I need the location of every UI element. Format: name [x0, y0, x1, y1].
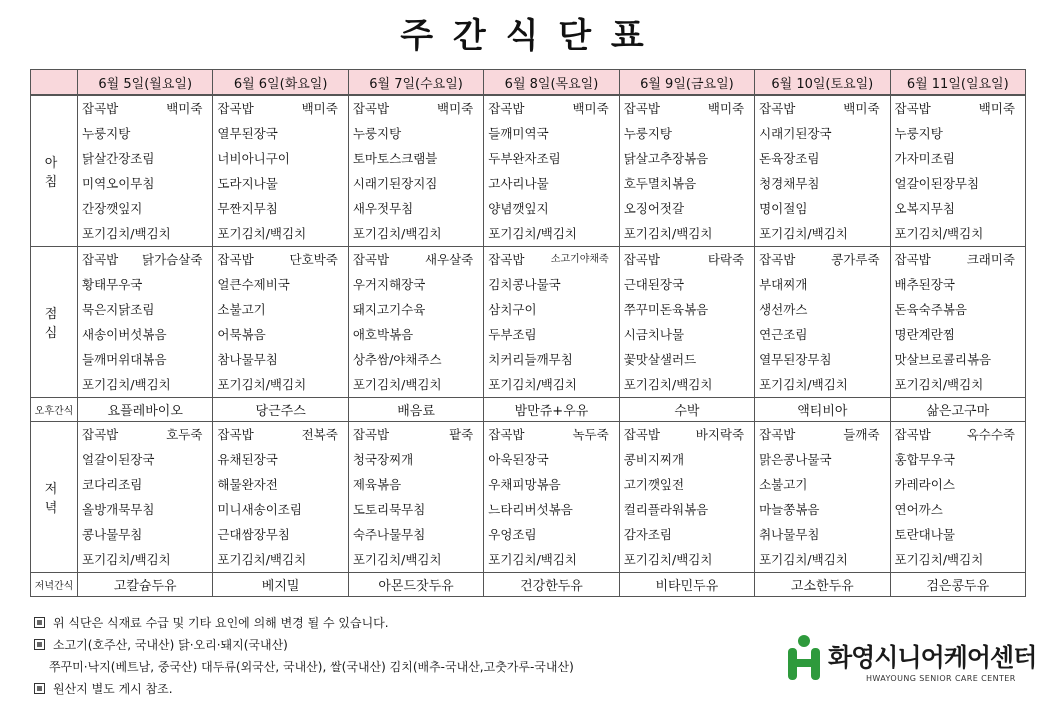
rice-item: 잡곡밥	[894, 101, 931, 116]
menu-item: 포기김치/백김치	[352, 226, 442, 241]
menu-item: 도라지나물	[217, 176, 278, 191]
rice-porridge-line	[353, 247, 483, 272]
rice-porridge-line	[217, 96, 347, 121]
porridge-item: 콩가루죽	[831, 252, 880, 267]
menu-item: 포기김치/백김치	[352, 552, 442, 567]
rice-porridge-line	[895, 247, 1025, 272]
porridge-item: 타락죽	[707, 252, 745, 267]
menu-item: 숙주나물무침	[352, 527, 426, 542]
rice-item: 잡곡밥	[352, 252, 390, 267]
afternoon_snack-cell: 수박	[619, 398, 754, 422]
rice-item: 잡곡밥	[217, 101, 254, 116]
menu-item: 가자미조림	[894, 151, 955, 166]
rice-porridge-line	[624, 422, 754, 447]
evening_snack-cell: 검은콩두유	[890, 573, 1025, 597]
rice-item: 잡곡밥	[623, 101, 660, 116]
menu-item: 올방개묵무침	[82, 502, 155, 517]
menu-item: 아욱된장국	[488, 452, 549, 467]
menu-item: 포기김치/백김치	[894, 226, 984, 241]
center-logo	[782, 632, 1037, 692]
menu-item: 우채피망볶음	[488, 477, 561, 492]
checkbox-icon	[34, 639, 45, 650]
porridge-item: 옥수수죽	[966, 427, 1015, 442]
menu-item: 누룽지탕	[82, 126, 131, 141]
rice-porridge-line	[488, 247, 618, 272]
dinner-day-cell	[619, 422, 754, 573]
menu-item: 두부조림	[488, 327, 537, 342]
lunch-day-cell	[348, 247, 483, 398]
menu-item: 포기김치/백김치	[623, 226, 713, 241]
menu-item: 돈육숙주볶음	[894, 302, 967, 317]
rice-item: 잡곡밥	[894, 427, 931, 442]
menu-item: 명이절임	[759, 201, 808, 216]
menu-item: 삼치구이	[488, 302, 537, 317]
menu-item: 쭈꾸미돈육볶음	[623, 302, 709, 317]
menu-item: 돈육장조림	[759, 151, 820, 166]
menu-item: 두부완자조림	[488, 151, 561, 166]
menu-item: 너비아니구이	[217, 151, 290, 166]
day-header: 6월 10일(토요일)	[755, 70, 890, 96]
porridge-item: 새우살죽	[424, 252, 474, 267]
menu-item: 애호박볶음	[352, 327, 414, 342]
porridge-item: 녹두죽	[572, 427, 609, 442]
page-title: 주 간 식 단 표	[400, 16, 648, 56]
menu-item: 포기김치/백김치	[217, 226, 307, 241]
menu-item: 우거지해장국	[352, 277, 426, 292]
menu-item: 시금치나물	[623, 327, 685, 342]
lunch-day-cell	[484, 247, 619, 398]
rice-porridge-line	[759, 422, 889, 447]
breakfast-day-cell	[78, 95, 213, 247]
rice-porridge-line	[82, 247, 212, 272]
porridge-item: 백미죽	[978, 101, 1015, 116]
porridge-item: 크래미죽	[966, 252, 1015, 267]
lunch-label: 점 심	[31, 247, 78, 398]
porridge-item: 단호박죽	[289, 252, 338, 267]
rice-item: 잡곡밥	[623, 427, 660, 442]
menu-item: 해물완자전	[217, 477, 278, 492]
menu-item: 돼지고기수육	[352, 302, 426, 317]
rice-item: 잡곡밥	[82, 252, 119, 267]
breakfast-day-cell	[890, 95, 1025, 247]
afternoon_snack-cell: 요플레바이오	[78, 398, 213, 422]
menu-item: 꽃맛살샐러드	[623, 352, 697, 367]
rice-porridge-line	[217, 422, 347, 447]
menu-item: 포기김치/백김치	[894, 552, 984, 567]
menu-item: 누룽지탕	[894, 126, 943, 141]
rice-porridge-line	[82, 96, 212, 121]
rice-item: 잡곡밥	[217, 252, 254, 267]
rice-item: 잡곡밥	[82, 427, 119, 442]
menu-item: 마늘쫑볶음	[759, 502, 820, 517]
porridge-item: 들깨죽	[843, 427, 880, 442]
afternoon_snack-cell: 밤만쥬+우유	[484, 398, 619, 422]
checkbox-icon	[34, 617, 45, 628]
menu-item: 얼큰수제비국	[217, 277, 290, 292]
evening_snack-cell: 아몬드잣두유	[348, 573, 483, 597]
evening_snack-row	[31, 573, 1026, 597]
menu-item: 포기김치/백김치	[623, 552, 713, 567]
menu-item: 맑은콩나물국	[759, 452, 832, 467]
day-header: 6월 9일(금요일)	[619, 70, 754, 96]
lunch-day-cell	[619, 247, 754, 398]
menu-item: 우엉조림	[488, 527, 537, 542]
rice-porridge-line	[82, 422, 212, 447]
menu-item: 맛살브로콜리볶음	[894, 352, 992, 367]
rice-item: 잡곡밥	[82, 101, 119, 116]
menu-item: 청경채무침	[759, 176, 820, 191]
menu-item: 포기김치/백김치	[759, 377, 848, 392]
menu-item: 상추쌈/야채주스	[352, 352, 442, 367]
menu-item: 닭살간장조림	[82, 151, 155, 166]
lunch-day-cell	[755, 247, 890, 398]
weekly-menu-table	[30, 69, 1026, 597]
menu-item: 미니새송이조림	[217, 502, 302, 517]
afternoon_snack-cell: 당근주스	[213, 398, 348, 422]
menu-item: 포기김치/백김치	[894, 377, 984, 392]
rice-item: 잡곡밥	[894, 252, 931, 267]
menu-item: 누룽지탕	[352, 126, 402, 141]
porridge-item: 백미죽	[166, 101, 203, 116]
menu-item: 생선까스	[759, 302, 808, 317]
rice-porridge-line	[217, 247, 347, 272]
note-line: 쭈꾸미·낙지(베트남, 중국산) 대두류(외국산, 국내산), 쌀(국내산) 김치(배추-국내산,고춧가루-국내산)	[49, 660, 574, 674]
menu-item: 치커리들깨무침	[488, 352, 573, 367]
menu-item: 도토리묵무침	[352, 502, 426, 517]
menu-item: 열무된장무침	[759, 352, 832, 367]
dinner-day-cell	[755, 422, 890, 573]
evening_snack-cell: 비타민두유	[619, 573, 754, 597]
breakfast-day-cell	[755, 95, 890, 247]
breakfast-label: 아 침	[31, 95, 78, 247]
menu-item: 어묵볶음	[217, 327, 266, 342]
lunch-row	[31, 247, 1026, 398]
logo-name: 화영시니어케어센터	[828, 643, 1037, 672]
menu-item: 콩비지찌개	[623, 452, 685, 467]
menu-item: 배추된장국	[894, 277, 955, 292]
menu-item: 토마토스크램블	[352, 151, 438, 166]
menu-item: 새우젓무침	[352, 201, 414, 216]
menu-item: 열무된장국	[217, 126, 278, 141]
menu-item: 토란대나물	[894, 527, 955, 542]
menu-item: 포기김치/백김치	[623, 377, 713, 392]
menu-item: 명란계란찜	[894, 327, 955, 342]
porridge-item: 호두죽	[166, 427, 203, 442]
porridge-item: 백미죽	[572, 101, 609, 116]
menu-item: 누룽지탕	[623, 126, 672, 141]
menu-item: 포기김치/백김치	[82, 226, 171, 241]
evening_snack-cell: 건강한두유	[484, 573, 619, 597]
rice-item: 잡곡밥	[488, 252, 525, 267]
corner-cell	[31, 70, 78, 96]
menu-item: 컬리플라워볶음	[623, 502, 709, 517]
menu-item: 연근조림	[759, 327, 808, 342]
menu-item: 포기김치/백김치	[488, 552, 578, 567]
rice-item: 잡곡밥	[759, 427, 796, 442]
menu-item: 닭살고추장볶음	[623, 151, 709, 166]
menu-item: 포기김치/백김치	[759, 226, 848, 241]
menu-item: 소불고기	[217, 302, 266, 317]
evening_snack-cell: 고소한두유	[755, 573, 890, 597]
menu-item: 홍합무우국	[894, 452, 955, 467]
menu-item: 포기김치/백김치	[82, 377, 171, 392]
afternoon_snack-label: 오후간식	[31, 398, 78, 422]
menu-item: 고사리나물	[488, 176, 549, 191]
porridge-item: 바지락죽	[695, 427, 745, 442]
menu-item: 묵은지닭조림	[82, 302, 155, 317]
rice-porridge-line	[353, 422, 483, 447]
porridge-item: 닭가슴살죽	[142, 252, 203, 267]
menu-item: 소불고기	[759, 477, 808, 492]
porridge-item: 팥죽	[449, 427, 474, 442]
lunch-day-cell	[213, 247, 348, 398]
afternoon_snack-cell: 삶은고구마	[890, 398, 1025, 422]
rice-porridge-line	[895, 96, 1025, 121]
breakfast-day-cell	[484, 95, 619, 247]
dinner-day-cell	[213, 422, 348, 573]
menu-item: 들깨머위대볶음	[82, 352, 167, 367]
porridge-item: 백미죽	[437, 101, 474, 116]
menu-item: 코다리조림	[82, 477, 143, 492]
rice-item: 잡곡밥	[759, 101, 796, 116]
rice-porridge-line	[353, 96, 483, 121]
evening_snack-label: 저녁간식	[31, 573, 78, 597]
menu-item: 포기김치/백김치	[217, 377, 307, 392]
dinner-day-cell	[484, 422, 619, 573]
menu-item: 청국장찌개	[352, 452, 414, 467]
menu-item: 포기김치/백김치	[82, 552, 171, 567]
menu-item: 시래기된장국	[759, 126, 832, 141]
menu-item: 콩나물무침	[82, 527, 143, 542]
day-header: 6월 8일(목요일)	[484, 70, 619, 96]
menu-item: 들깨미역국	[488, 126, 549, 141]
lunch-day-cell	[78, 247, 213, 398]
checkbox-icon	[34, 683, 45, 694]
breakfast-day-cell	[619, 95, 754, 247]
rice-item: 잡곡밥	[352, 427, 390, 442]
menu-item: 부대찌개	[759, 277, 808, 292]
menu-item: 오징어젓갈	[623, 201, 685, 216]
menu-item: 김치콩나물국	[488, 277, 561, 292]
menu-item: 무짠지무침	[217, 201, 278, 216]
logo-mark-icon	[782, 632, 826, 684]
note-line: 원산지 별도 게시 참조.	[34, 678, 574, 700]
menu-item: 시래기된장지짐	[352, 176, 438, 191]
evening_snack-cell: 베지밀	[213, 573, 348, 597]
porridge-item: 백미죽	[843, 101, 880, 116]
notes	[34, 612, 574, 700]
menu-item: 간장깻잎지	[82, 201, 143, 216]
breakfast-row	[31, 95, 1026, 247]
note-line: 위 식단은 식재료 수급 및 기타 요인에 의해 변경 될 수 있습니다.	[34, 612, 574, 634]
rice-item: 잡곡밥	[623, 252, 660, 267]
dinner-row	[31, 422, 1026, 573]
menu-item: 카레라이스	[894, 477, 955, 492]
menu-item: 참나물무침	[217, 352, 278, 367]
note-line: 소고기(호주산, 국내산) 닭·오리·돼지(국내산)	[34, 634, 574, 656]
afternoon_snack-cell: 배음료	[348, 398, 483, 422]
afternoon_snack-cell: 액티비아	[755, 398, 890, 422]
rice-item: 잡곡밥	[352, 101, 390, 116]
rice-item: 잡곡밥	[488, 101, 525, 116]
menu-item: 느타리버섯볶음	[488, 502, 573, 517]
rice-porridge-line	[759, 96, 889, 121]
rice-porridge-line	[624, 247, 754, 272]
afternoon_snack-row	[31, 398, 1026, 422]
breakfast-day-cell	[213, 95, 348, 247]
rice-item: 잡곡밥	[759, 252, 796, 267]
header-row	[31, 70, 1026, 96]
dinner-label: 저 녁	[31, 422, 78, 573]
dinner-day-cell	[348, 422, 483, 573]
menu-item: 호두멸치볶음	[623, 176, 697, 191]
day-header: 6월 7일(수요일)	[348, 70, 483, 96]
logo-subtitle: HWAYOUNG SENIOR CARE CENTER	[866, 674, 1016, 683]
menu-item: 제육볶음	[352, 477, 402, 492]
menu-item: 취나물무침	[759, 527, 820, 542]
menu-item: 황태무우국	[82, 277, 143, 292]
menu-item: 연어까스	[894, 502, 943, 517]
porridge-item: 백미죽	[707, 101, 745, 116]
menu-item: 유채된장국	[217, 452, 278, 467]
lunch-day-cell	[890, 247, 1025, 398]
rice-porridge-line	[488, 422, 618, 447]
menu-item: 포기김치/백김치	[217, 552, 307, 567]
menu-item: 미역오이무침	[82, 176, 155, 191]
day-header: 6월 5일(월요일)	[78, 70, 213, 96]
menu-item: 포기김치/백김치	[488, 226, 578, 241]
rice-item: 잡곡밥	[217, 427, 254, 442]
menu-item: 포기김치/백김치	[352, 377, 442, 392]
menu-item: 얼갈이된장국	[82, 452, 155, 467]
porridge-item: 소고기야채죽	[550, 254, 609, 265]
menu-item: 감자조림	[623, 527, 672, 542]
rice-porridge-line	[895, 422, 1025, 447]
day-header: 6월 6일(화요일)	[213, 70, 348, 96]
menu-item: 근대된장국	[623, 277, 685, 292]
menu-item: 근대쌈장무침	[217, 527, 290, 542]
porridge-item: 전복죽	[301, 427, 338, 442]
rice-porridge-line	[759, 247, 889, 272]
dinner-day-cell	[890, 422, 1025, 573]
menu-item: 포기김치/백김치	[488, 377, 578, 392]
menu-item: 얼갈이된장무침	[894, 176, 980, 191]
dinner-day-cell	[78, 422, 213, 573]
day-header: 6월 11일(일요일)	[890, 70, 1025, 96]
rice-item: 잡곡밥	[488, 427, 525, 442]
menu-item: 양념깻잎지	[488, 201, 549, 216]
breakfast-day-cell	[348, 95, 483, 247]
porridge-item: 백미죽	[301, 101, 338, 116]
menu-item: 포기김치/백김치	[759, 552, 848, 567]
evening_snack-cell: 고칼슘두유	[78, 573, 213, 597]
menu-item: 고기깻잎전	[623, 477, 685, 492]
menu-item: 새송이버섯볶음	[82, 327, 167, 342]
rice-porridge-line	[488, 96, 618, 121]
menu-item: 오복지무침	[894, 201, 955, 216]
rice-porridge-line	[624, 96, 754, 121]
